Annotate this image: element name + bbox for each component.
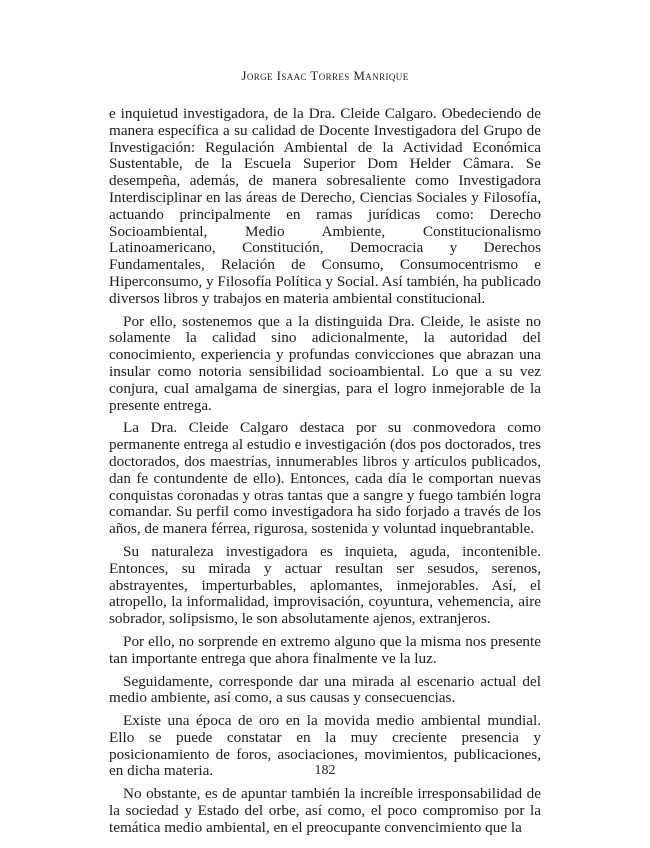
body-text [109,106,541,843]
paragraph-3: La Dra. Cleide Calgaro destaca por su conmovedora como permanente entrega al estudio e investigación (dos pos doctorados, tres doctorados, dos maestrías, innumerables libros y artículos publicados, dan fe contundente de ello). Entonces, cada día le comportan nuevas conquistas coronadas y otras tantas que a sangre y fuego también logra comandar. Su perfil como investigadora ha sido forjado a través de los años, de manera férrea, rigurosa, sostenida y voluntad inquebrantable. [109,419,541,538]
paragraph-1: e inquietud investigadora, de la Dra. Cleide Calgaro. Obedeciendo de manera específica a su calidad de Docente Investigadora del Grupo de Investigación: Regulación Ambiental de la Actividad Económica Sustentable, de la Escuela Superior Dom Helder Câmara. Se desempeña, además, de manera sobresaliente como Investigadora Interdisciplinar en las áreas de Derecho, Ciencias Sociales y Filosofía, actuando principalmente en ramas jurídicas como: Derecho Socioambiental, Medio Ambiente, Constitucionalismo Latinoamericano, Constitución, Democracia y Derechos Fundamentales, Relación de Consumo, Consumocentrismo e Hiperconsumo, y Filosofía Política y Social. Así también, ha publicado diversos libros y trabajos en materia ambiental constitucional. [109,105,541,307]
paragraph-2: Por ello, sostenemos que a la distinguida Dra. Cleide, le asiste no solamente la calidad sino adicionalmente, la autoridad del conocimiento, experiencia y profundas convicciones que abrazan una insular como notoria sensibilidad socioambiental. Lo que a su vez conjura, cual amalgama de sinergias, para el logro inmejorable de la presente entrega. [109,312,541,414]
paragraph-8: No obstante, es de apuntar también la increíble irresponsabilidad de la sociedad y Estado del orbe, así como, el poco compromiso por la temática medio ambiental, en el preocupante convencimiento que la [109,785,541,836]
paragraph-6: Seguidamente, corresponde dar una mirada al escenario actual del medio ambiente, así como, a sus causas y consecuencias. [109,672,541,707]
running-header: Jorge Isaac Torres Manrique [241,68,409,83]
paragraph-5: Por ello, no sorprende en extremo alguno que la misma nos presente tan importante entrega que ahora finalmente ve la luz. [109,632,541,667]
paragraph-7: Existe una época de oro en la movida medio ambiental mundial. Ello se puede constatar en la muy creciente presencia y posicionamiento de foros, asociaciones, movimientos, publicaciones, en dicha materia. [109,712,541,780]
paragraph-4: Su naturaleza investigadora es inquieta, aguda, incontenible. Entonces, su mirada y actuar resultan ser sesudos, serenos, abstrayentes, imperturbables, aplomantes, inmejorables. Así, el atropello, la informalidad, improvisación, coyuntura, vehemencia, aire sobrador, solipsismo, le son absolutamente ajenos, extranjeros. [109,542,541,628]
page-number: 182 [314,763,336,778]
